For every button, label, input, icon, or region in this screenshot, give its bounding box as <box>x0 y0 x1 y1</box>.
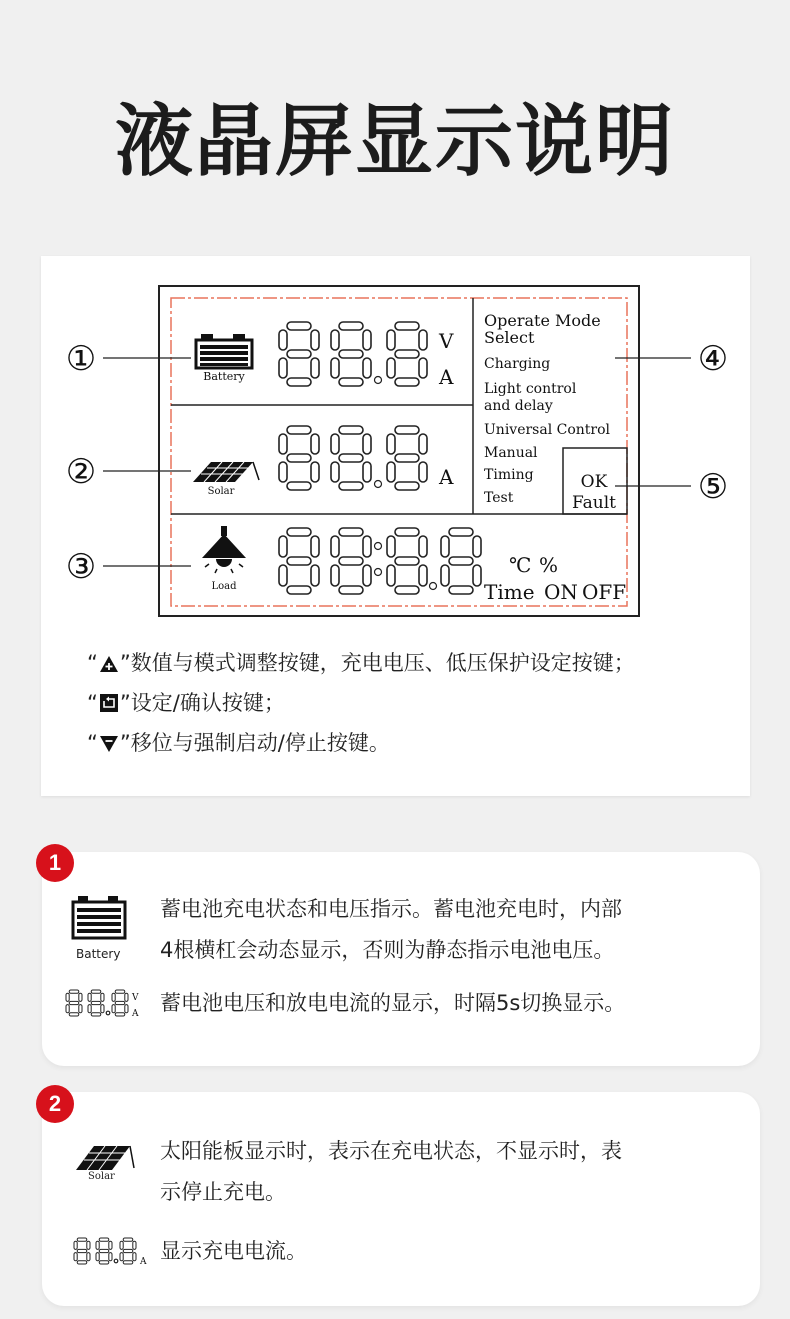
digit-8 <box>112 990 128 1016</box>
callout-1: ① <box>65 339 97 379</box>
status-fault: Fault <box>572 493 616 513</box>
card1-icon-label: Battery <box>76 947 121 961</box>
callout-2: ② <box>65 452 97 492</box>
unit-label: A <box>140 1257 147 1267</box>
quote-close: ” <box>119 651 131 675</box>
digit-8 <box>74 1238 90 1264</box>
card1-digit-display <box>64 988 144 1020</box>
digit-8 <box>88 990 104 1016</box>
callout-5: ⑤ <box>697 467 729 507</box>
mode-charging: Charging <box>484 356 551 372</box>
status-ok: OK <box>580 472 608 492</box>
row3-unit-percent: % <box>539 553 559 577</box>
card2-digit-display <box>72 1236 152 1268</box>
card1-text-line-1: 蓄电池充电状态和电压指示。蓄电池充电时，内部 <box>160 897 622 921</box>
load-label: Load <box>211 581 237 592</box>
decimal-point <box>114 1259 118 1263</box>
mode-test: Test <box>484 490 514 506</box>
legend-line-1 <box>87 649 747 677</box>
card1-digit-text: 蓄电池电压和放电电流的显示，时隔5s切换显示。 <box>160 991 626 1015</box>
card2-text-line-1: 太阳能板显示时，表示在充电状态，不显示时，表 <box>160 1139 622 1163</box>
mode-manual: Manual <box>484 445 538 461</box>
legend-line-2 <box>87 689 747 717</box>
card2-digit-text: 显示充电电流。 <box>160 1239 307 1263</box>
mode-universal: Universal Control <box>484 422 611 438</box>
up-plus-button-icon <box>100 656 118 672</box>
legend-line-3 <box>87 729 747 757</box>
mode-and-delay: and delay <box>484 398 553 414</box>
row3-on-label: ON <box>544 580 578 604</box>
row3-off-label: OFF <box>582 580 627 604</box>
row1-unit-v: V <box>439 329 454 353</box>
battery-label: Battery <box>203 370 245 383</box>
quote-close: ” <box>119 691 131 715</box>
page-title: 液晶屏显示说明 <box>114 97 675 187</box>
row1-unit-a: A <box>439 365 454 389</box>
quote-open: “ <box>87 731 98 755</box>
info-card-1 <box>42 852 760 1066</box>
info-card-2 <box>42 1092 760 1306</box>
callout-4: ④ <box>697 339 729 379</box>
mode-timing: Timing <box>484 467 534 483</box>
quote-close: ” <box>119 731 131 755</box>
unit-label: A <box>132 1009 139 1019</box>
set-confirm-button-icon <box>100 694 118 712</box>
row2-unit-a: A <box>439 465 454 489</box>
card1-text-line-2: 4根横杠会动态显示，否则为静态指示电池电压。 <box>160 938 615 962</box>
solar-label: Solar <box>207 486 235 497</box>
mode-operate: Operate Mode <box>484 311 601 330</box>
digit-8 <box>96 1238 112 1264</box>
mode-select: Select <box>484 328 535 347</box>
down-minus-button-icon <box>100 736 118 752</box>
badge-1: 1 <box>36 844 74 882</box>
legend-text-3: 移位与强制启动/停止按键。 <box>130 731 390 755</box>
quote-open: “ <box>87 691 98 715</box>
lcd-frame <box>159 286 639 616</box>
badge-2: 2 <box>36 1085 74 1123</box>
decimal-point <box>106 1011 110 1015</box>
mode-light-control: Light control <box>484 381 577 397</box>
lcd-diagram-card <box>41 256 750 796</box>
legend-text-2: 设定/确认按键； <box>130 691 285 715</box>
digit-8 <box>120 1238 136 1264</box>
unit-label: V <box>132 993 139 1003</box>
row3-time-label: Time <box>484 580 535 604</box>
card2-icon-label: Solar <box>88 1171 115 1182</box>
row3-unit-temp: ℃ <box>509 553 532 577</box>
callout-3: ③ <box>65 547 97 587</box>
card2-text-line-2: 示停止充电。 <box>160 1180 286 1204</box>
digit-8 <box>66 990 82 1016</box>
legend-text-1: 数值与模式调整按键，充电电压、低压保护设定按键； <box>130 651 635 675</box>
quote-open: “ <box>87 651 98 675</box>
